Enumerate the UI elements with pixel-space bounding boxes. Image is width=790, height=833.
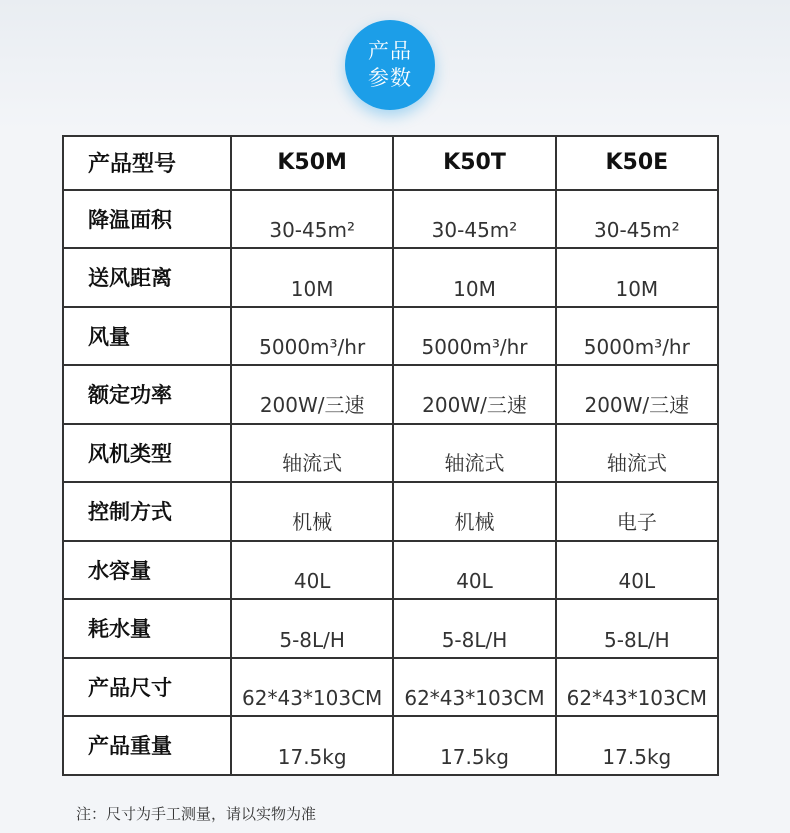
- row-label: 风量: [63, 307, 231, 366]
- spec-value: 30-45m²: [393, 190, 555, 249]
- header-model: K50M: [231, 136, 393, 190]
- spec-value: 200W/三速: [393, 365, 555, 424]
- row-label: 送风距离: [63, 248, 231, 307]
- table-row: [63, 248, 718, 307]
- spec-value: 轴流式: [231, 424, 393, 483]
- spec-value: 机械: [393, 482, 555, 541]
- row-label: 产品重量: [63, 716, 231, 775]
- spec-value: 40L: [231, 541, 393, 600]
- row-label: 额定功率: [63, 365, 231, 424]
- spec-value: 200W/三速: [231, 365, 393, 424]
- table-header-row: [63, 136, 718, 190]
- table-row: [63, 599, 718, 658]
- spec-value: 17.5kg: [231, 716, 393, 775]
- spec-value: 5000m³/hr: [393, 307, 555, 366]
- table-row: [63, 541, 718, 600]
- row-label: 降温面积: [63, 190, 231, 249]
- spec-value: 200W/三速: [556, 365, 718, 424]
- spec-value: 10M: [556, 248, 718, 307]
- spec-value: 62*43*103CM: [556, 658, 718, 717]
- spec-value: 电子: [556, 482, 718, 541]
- spec-value: 40L: [393, 541, 555, 600]
- spec-value: 10M: [231, 248, 393, 307]
- table-row: [63, 307, 718, 366]
- header-label: 产品型号: [63, 136, 231, 190]
- spec-value: 机械: [231, 482, 393, 541]
- spec-value: 17.5kg: [556, 716, 718, 775]
- badge-line-1: 产品: [368, 39, 412, 63]
- spec-value: 轴流式: [393, 424, 555, 483]
- spec-value: 40L: [556, 541, 718, 600]
- table-row: [63, 190, 718, 249]
- header-model: K50T: [393, 136, 555, 190]
- spec-value: 30-45m²: [231, 190, 393, 249]
- spec-value: 5-8L/H: [556, 599, 718, 658]
- spec-table: [62, 135, 719, 776]
- table-row: [63, 658, 718, 717]
- table-row: [63, 424, 718, 483]
- spec-value: 5-8L/H: [393, 599, 555, 658]
- spec-value: 5000m³/hr: [556, 307, 718, 366]
- table-row: [63, 482, 718, 541]
- section-badge: [345, 20, 435, 110]
- spec-value: 5000m³/hr: [231, 307, 393, 366]
- spec-value: 62*43*103CM: [231, 658, 393, 717]
- row-label: 产品尺寸: [63, 658, 231, 717]
- spec-value: 62*43*103CM: [393, 658, 555, 717]
- spec-value: 轴流式: [556, 424, 718, 483]
- row-label: 水容量: [63, 541, 231, 600]
- row-label: 风机类型: [63, 424, 231, 483]
- table-row: [63, 365, 718, 424]
- row-label: 控制方式: [63, 482, 231, 541]
- footnote: 注：尺寸为手工测量，请以实物为准: [76, 805, 317, 823]
- spec-value: 5-8L/H: [231, 599, 393, 658]
- row-label: 耗水量: [63, 599, 231, 658]
- table-row: [63, 716, 718, 775]
- spec-value: 30-45m²: [556, 190, 718, 249]
- header-model: K50E: [556, 136, 718, 190]
- spec-value: 10M: [393, 248, 555, 307]
- spec-value: 17.5kg: [393, 716, 555, 775]
- badge-line-2: 参数: [368, 66, 412, 90]
